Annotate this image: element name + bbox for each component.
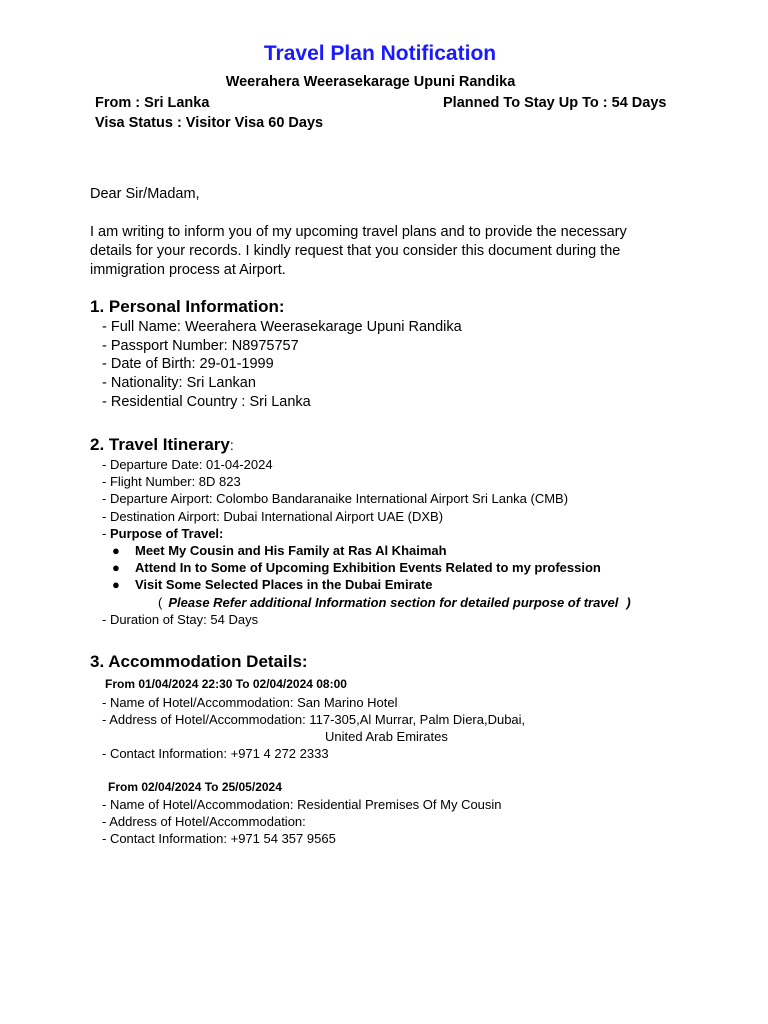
stay2-period: From 02/04/2024 To 25/05/2024 bbox=[108, 780, 282, 794]
itinerary-heading-colon: : bbox=[229, 437, 234, 453]
departure-airport: - Departure Airport: Colombo Bandaranaike International Airport Sri Lanka (CMB) bbox=[102, 491, 569, 506]
purpose-note bbox=[158, 595, 631, 610]
planned-stay: Planned To Stay Up To : 54 Days bbox=[443, 95, 667, 111]
stay2-hotel-name: - Name of Hotel/Accommodation: Residential Premises Of My Cousin bbox=[102, 797, 502, 812]
flight-number: - Flight Number: 8D 823 bbox=[102, 474, 241, 489]
purpose-text: Attend In to Some of Upcoming Exhibition Events Related to my profession bbox=[135, 560, 601, 575]
itinerary-heading-line bbox=[90, 435, 234, 455]
stay1-period: From 01/04/2024 22:30 To 02/04/2024 08:00 bbox=[105, 677, 347, 691]
salutation: Dear Sir/Madam, bbox=[90, 186, 200, 202]
stay1-contact: - Contact Information: +971 4 272 2333 bbox=[102, 746, 329, 761]
stay2-contact: - Contact Information: +971 54 357 9565 bbox=[102, 831, 336, 846]
from-country: From : Sri Lanka bbox=[95, 95, 210, 111]
purpose-text: Visit Some Selected Places in the Dubai Emirate bbox=[135, 577, 433, 592]
duration-of-stay: - Duration of Stay: 54 Days bbox=[102, 612, 259, 627]
personal-info-heading: 1. Personal Information: bbox=[90, 297, 285, 316]
personal-nationality: - Nationality: Sri Lankan bbox=[102, 375, 256, 391]
bullet-icon: ● bbox=[112, 577, 120, 592]
visa-status: Visa Status : Visitor Visa 60 Days bbox=[95, 115, 324, 131]
itinerary-heading: 2. Travel Itinerary bbox=[90, 435, 230, 454]
purpose-item bbox=[112, 543, 447, 558]
stay1-address: - Address of Hotel/Accommodation: 117-305,Al Murrar, Palm Diera,Dubai, bbox=[102, 712, 526, 727]
applicant-name: Weerahera Weerasekarage Upuni Randika bbox=[225, 74, 516, 90]
personal-full-name: - Full Name: Weerahera Weerasekarage Upuni Randika bbox=[102, 319, 462, 335]
intro-paragraph: I am writing to inform you of my upcoming travel plans and to provide the necessary details for your records. I kindly request that you consider this document during the immigration process at Airport. bbox=[90, 224, 627, 278]
purpose-item bbox=[112, 560, 601, 575]
purpose-line bbox=[102, 526, 223, 541]
document-title: Travel Plan Notification bbox=[263, 42, 497, 65]
personal-passport: - Passport Number: N8975757 bbox=[102, 338, 299, 354]
note-close-paren: ) bbox=[626, 595, 631, 610]
bullet-icon: ● bbox=[112, 543, 120, 558]
purpose-dash: - bbox=[102, 526, 110, 541]
stay1-address-cont: United Arab Emirates bbox=[325, 729, 448, 744]
destination-airport: - Destination Airport: Dubai International Airport UAE (DXB) bbox=[102, 509, 444, 524]
stay2-address: - Address of Hotel/Accommodation: bbox=[102, 814, 306, 829]
purpose-text: Meet My Cousin and His Family at Ras Al Khaimah bbox=[135, 543, 447, 558]
accommodation-heading: 3. Accommodation Details: bbox=[90, 652, 308, 671]
stay1-hotel-name: - Name of Hotel/Accommodation: San Marino Hotel bbox=[102, 695, 398, 710]
departure-date: - Departure Date: 01-04-2024 bbox=[102, 457, 273, 472]
purpose-label: Purpose of Travel: bbox=[109, 526, 224, 541]
purpose-item bbox=[112, 577, 432, 592]
personal-residence: - Residential Country : Sri Lanka bbox=[102, 394, 311, 410]
personal-dob: - Date of Birth: 29-01-1999 bbox=[102, 356, 274, 372]
note-text: Please Refer additional Information section for detailed purpose of travel bbox=[168, 595, 619, 610]
note-open-paren: ( bbox=[158, 595, 163, 610]
bullet-icon: ● bbox=[112, 560, 120, 575]
